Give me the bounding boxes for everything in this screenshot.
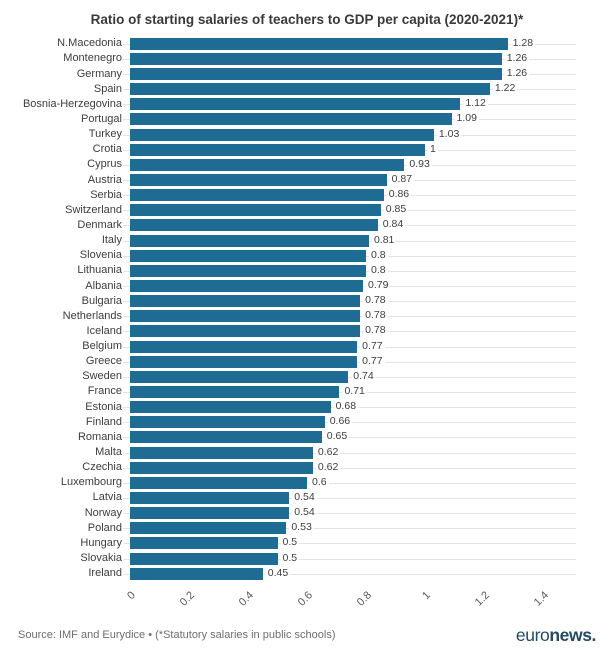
bar-row: [0, 490, 614, 505]
value-label: 1.26: [506, 52, 528, 65]
category-label: Albania: [85, 279, 122, 292]
value-label: 0.77: [362, 339, 383, 352]
source-attribution: Source: IMF and Eurydice • (*Statutory salaries in public schools): [18, 629, 336, 642]
bar-chart: [0, 36, 614, 581]
bar-row: [0, 415, 614, 430]
bar-row: [0, 36, 614, 51]
bar-row: [0, 384, 614, 399]
bar: [130, 159, 404, 171]
value-label: 0.62: [317, 445, 339, 458]
euronews-logo-bold-part: news.: [549, 624, 596, 645]
bar: [130, 265, 366, 277]
bar-row: [0, 521, 614, 536]
x-axis-tick-label: 0.4: [236, 589, 256, 609]
bar-track: [130, 278, 543, 293]
bar-track: [130, 294, 543, 309]
bar-row: [0, 506, 614, 521]
bar: [130, 325, 360, 337]
category-label: France: [87, 385, 122, 398]
bar-track: [130, 218, 543, 233]
value-label: 0.8: [370, 264, 386, 277]
category-label: Slovenia: [79, 249, 122, 262]
bar-row: [0, 172, 614, 187]
bar-track: [130, 415, 543, 430]
value-label: 0.78: [365, 294, 386, 307]
category-label: Slovakia: [80, 552, 122, 565]
category-label: Belgium: [82, 340, 122, 353]
value-label: 0.87: [391, 173, 413, 186]
category-label: Germany: [76, 67, 122, 80]
bar-row: [0, 112, 614, 127]
bar: [130, 431, 322, 443]
bar: [130, 568, 263, 580]
bar: [130, 280, 363, 292]
value-label: 0.81: [373, 233, 395, 246]
category-label: Estonia: [85, 400, 122, 413]
category-label: Bosnia-Herzegovina: [22, 97, 122, 110]
bar-track: [130, 248, 543, 263]
bar-track: [130, 82, 543, 97]
category-label: Montenegro: [63, 52, 122, 65]
category-label: Italy: [101, 234, 122, 247]
category-label: Austria: [87, 173, 122, 186]
bar: [130, 371, 348, 383]
category-label: Iceland: [86, 324, 122, 337]
value-label: 0.62: [317, 460, 339, 473]
bar-track: [130, 36, 543, 51]
bar-row: [0, 536, 614, 551]
bar: [130, 38, 508, 50]
category-label: Lithuania: [77, 264, 122, 277]
bar-row: [0, 248, 614, 263]
bar-row: [0, 233, 614, 248]
bar-row: [0, 400, 614, 415]
bar: [130, 295, 360, 307]
x-axis-tick-label: 0.6: [295, 589, 315, 609]
x-axis-tick-label: 1.2: [472, 589, 492, 609]
bar-track: [130, 339, 543, 354]
bar-row: [0, 309, 614, 324]
value-label: 0.85: [385, 203, 407, 216]
bar: [130, 386, 339, 398]
euronews-logo-light-part: euro: [515, 624, 550, 645]
bar-row: [0, 263, 614, 278]
bar-track: [130, 551, 543, 566]
value-label: 0.79: [368, 279, 389, 292]
category-label: Hungary: [80, 536, 122, 549]
bar-row: [0, 354, 614, 369]
bar: [130, 416, 325, 428]
value-label: 0.54: [294, 506, 315, 519]
bar-track: [130, 354, 543, 369]
category-label: Crotia: [92, 143, 122, 156]
bar: [130, 462, 313, 474]
category-label: Norway: [84, 506, 122, 519]
bar-row: [0, 82, 614, 97]
value-label: 1.28: [512, 36, 534, 49]
bar-track: [130, 384, 543, 399]
category-label: Greece: [85, 355, 122, 368]
value-label: 1.03: [438, 127, 460, 140]
value-label: 0.78: [365, 309, 386, 322]
value-label: 0.66: [329, 415, 351, 428]
category-label: Malta: [95, 446, 122, 459]
value-label: 0.65: [326, 430, 348, 443]
bar: [130, 356, 357, 368]
bar-track: [130, 460, 543, 475]
bar-track: [130, 203, 543, 218]
bar-row: [0, 127, 614, 142]
bar-track: [130, 142, 543, 157]
value-label: 1: [430, 142, 436, 155]
bar-row: [0, 475, 614, 490]
bar: [130, 53, 502, 65]
bar: [130, 507, 289, 519]
bar-row: [0, 445, 614, 460]
bar-track: [130, 521, 543, 536]
bar-row: [0, 460, 614, 475]
category-label: Denmark: [77, 218, 122, 231]
category-label: Finland: [85, 415, 122, 428]
bar-row: [0, 430, 614, 445]
category-label: Switzerland: [65, 203, 122, 216]
value-label: 1.12: [465, 97, 486, 110]
bar: [130, 189, 384, 201]
bar-track: [130, 66, 543, 81]
value-label: 0.74: [353, 370, 374, 383]
x-axis-tick-label: 0.8: [354, 589, 374, 609]
category-label: Portugal: [81, 112, 122, 125]
value-label: 0.84: [382, 218, 404, 231]
bar-row: [0, 97, 614, 112]
value-label: 0.5: [282, 551, 298, 564]
bar-track: [130, 475, 543, 490]
bar-track: [130, 233, 543, 248]
bar: [130, 447, 313, 459]
bar-row: [0, 294, 614, 309]
value-label: 0.8: [370, 248, 386, 261]
category-label: Serbia: [90, 188, 122, 201]
bar-track: [130, 566, 543, 581]
value-label: 1.26: [506, 67, 528, 80]
value-label: 0.71: [344, 385, 365, 398]
bar: [130, 219, 378, 231]
euronews-logo: [515, 624, 596, 645]
bar-track: [130, 430, 543, 445]
category-label: Poland: [87, 521, 122, 534]
bar-row: [0, 278, 614, 293]
bar: [130, 144, 425, 156]
value-label: 1.22: [494, 82, 516, 95]
x-axis-tick-label: 1: [419, 589, 433, 603]
bar: [130, 83, 490, 95]
bar-row: [0, 218, 614, 233]
bar: [130, 341, 357, 353]
bar-row: [0, 339, 614, 354]
value-label: 0.78: [365, 324, 386, 337]
bar: [130, 113, 452, 125]
bar-track: [130, 506, 543, 521]
bar: [130, 522, 286, 534]
x-axis: [0, 581, 614, 621]
bar-track: [130, 490, 543, 505]
category-label: Bulgaria: [81, 294, 122, 307]
bar: [130, 401, 331, 413]
category-label: Turkey: [88, 128, 122, 141]
bar-row: [0, 188, 614, 203]
category-label: Latvia: [92, 491, 122, 504]
bar: [130, 537, 278, 549]
bar-row: [0, 203, 614, 218]
bar-track: [130, 309, 543, 324]
value-label: 0.53: [291, 521, 312, 534]
value-label: 0.77: [362, 354, 383, 367]
bar-row: [0, 157, 614, 172]
x-axis-ticks: [124, 581, 551, 621]
bar-row: [0, 142, 614, 157]
bar-track: [130, 536, 543, 551]
bar-track: [130, 369, 543, 384]
bar-track: [130, 188, 543, 203]
bar-row: [0, 551, 614, 566]
value-label: 0.45: [267, 566, 289, 579]
bar: [130, 68, 502, 80]
category-label: N.Macedonia: [57, 37, 122, 50]
bar-track: [130, 127, 543, 142]
value-label: 0.54: [294, 491, 315, 504]
bar: [130, 310, 360, 322]
x-axis-tick-label: 0.2: [177, 589, 197, 609]
bar: [130, 204, 381, 216]
x-axis-tick-label: 1.4: [531, 589, 551, 609]
x-axis-spacer: [0, 581, 130, 621]
value-label: 0.68: [335, 400, 357, 413]
bar-track: [130, 400, 543, 415]
bar-track: [130, 157, 543, 172]
category-label: Ireland: [88, 567, 122, 580]
category-label: Cyprus: [87, 158, 122, 171]
value-label: 0.5: [282, 536, 298, 549]
bar: [130, 492, 289, 504]
bar-row: [0, 51, 614, 66]
bar-track: [130, 97, 543, 112]
bar-row: [0, 369, 614, 384]
bar: [130, 129, 434, 141]
bar: [130, 477, 307, 489]
category-label: Romania: [77, 430, 122, 443]
value-label: 0.6: [312, 476, 327, 489]
bar: [130, 553, 278, 565]
bar-track: [130, 172, 543, 187]
category-label: Netherlands: [62, 309, 122, 322]
bar-row: [0, 66, 614, 81]
chart-title: Ratio of starting salaries of teachers to GDP per capita (2020-2021)*: [90, 12, 524, 27]
chart-footer: [0, 624, 614, 658]
bar-track: [130, 263, 543, 278]
category-label: Sweden: [82, 370, 122, 383]
bar-row: [0, 324, 614, 339]
bar-track: [130, 445, 543, 460]
category-label: Luxembourg: [60, 476, 122, 489]
bar: [130, 235, 369, 247]
value-label: 1.09: [456, 112, 477, 125]
category-label: Czechia: [82, 461, 122, 474]
category-label: Spain: [93, 82, 122, 95]
bar-row: [0, 566, 614, 581]
bar-track: [130, 112, 543, 127]
bar-track: [130, 51, 543, 66]
bar: [130, 98, 460, 110]
bar: [130, 174, 387, 186]
bar-track: [130, 324, 543, 339]
value-label: 0.86: [388, 188, 410, 201]
value-label: 0.93: [409, 158, 430, 171]
x-axis-tick-label: 0: [124, 589, 138, 603]
bar: [130, 250, 366, 262]
